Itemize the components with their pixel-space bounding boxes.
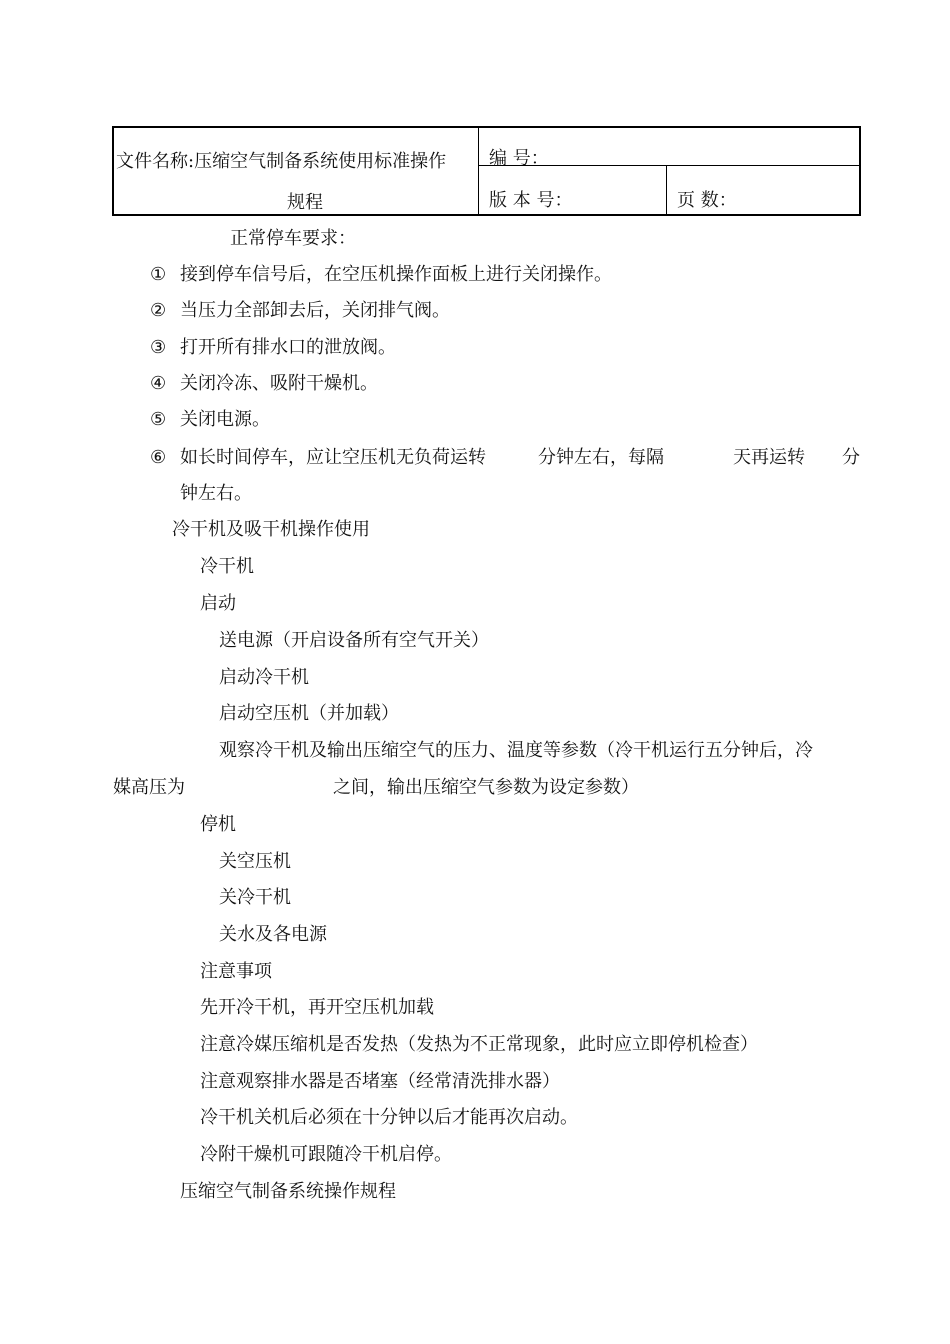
stop-step-number: ⑥ [150, 447, 167, 468]
subheading-start: 启动 [200, 593, 236, 614]
subheading-stop: 停机 [200, 814, 236, 835]
stop-step [150, 336, 396, 360]
step-number: ② [150, 300, 167, 321]
note-item: 注意冷媒压缩机是否发热（发热为不正常现象，此时应立即停机检查） [200, 1034, 758, 1055]
step-text: 关闭冷冻、吸附干燥机。 [180, 373, 378, 394]
stop-requirements-heading: 正常停车要求： [230, 228, 356, 249]
stop-step-text-b: 分钟左右，每隔 [538, 447, 664, 468]
doc-number-cell [479, 128, 859, 169]
stop-step [150, 408, 270, 432]
step-text: 当压力全部卸去后，关闭排气阀。 [180, 300, 450, 321]
start-item: 送电源（开启设备所有空气开关） [219, 630, 489, 651]
start-item: 启动冷干机 [219, 667, 309, 688]
stop-item: 关空压机 [219, 851, 291, 872]
stop-item: 关水及各电源 [219, 924, 327, 945]
observe-text: 观察冷干机及输出压缩空气的压力、温度等参数（冷干机运行五分钟后，冷 [219, 740, 813, 761]
stop-step [150, 263, 612, 287]
pages-cell [667, 166, 859, 214]
section-heading-dryers: 冷干机及吸干机操作使用 [172, 519, 370, 540]
version-label: 版 本 号： [489, 190, 573, 211]
note-item: 先开冷干机，再开空压机加载 [200, 997, 434, 1018]
note-item: 冷附干燥机可跟随冷干机启停。 [200, 1144, 452, 1165]
file-name-cell [114, 128, 479, 214]
file-name-title-cont: 规程 [287, 192, 323, 213]
start-item: 启动空压机（并加载） [219, 703, 399, 724]
stop-step [150, 372, 378, 396]
stop-step-text-d: 分 [842, 447, 860, 468]
observe-text-cont-a: 媒高压为 [113, 777, 185, 798]
note-item: 注意观察排水器是否堵塞（经常清洗排水器） [200, 1071, 560, 1092]
step-number: ④ [150, 373, 167, 394]
stop-step-text-a: 如长时间停车，应让空压机无负荷运转 [180, 447, 486, 468]
step-number: ③ [150, 337, 167, 358]
step-text: 关闭电源。 [180, 409, 270, 430]
file-name-title: 文件名称:压缩空气制备系统使用标准操作 [116, 151, 447, 172]
subheading-notes: 注意事项 [200, 961, 272, 982]
step-text: 接到停车信号后，在空压机操作面板上进行关闭操作。 [180, 264, 612, 285]
stop-step-text-c: 天再运转 [733, 447, 805, 468]
stop-step [150, 299, 450, 323]
step-number: ⑤ [150, 409, 167, 430]
step-text: 打开所有排水口的泄放阀。 [180, 337, 396, 358]
document-header-table [112, 126, 861, 216]
subheading-cold-dryer: 冷干机 [200, 556, 254, 577]
pages-label: 页 数： [677, 190, 737, 211]
note-item: 冷干机关机后必须在十分钟以后才能再次启动。 [200, 1107, 578, 1128]
version-cell [479, 166, 667, 214]
stop-step-text-cont: 钟左右。 [180, 483, 252, 504]
stop-item: 关冷干机 [219, 887, 291, 908]
step-number: ① [150, 264, 167, 285]
observe-text-cont-b: 之间，输出压缩空气参数为设定参数） [333, 777, 639, 798]
doc-number-label: 编 号： [489, 148, 549, 169]
section-heading-compressed-air: 压缩空气制备系统操作规程 [180, 1181, 396, 1202]
